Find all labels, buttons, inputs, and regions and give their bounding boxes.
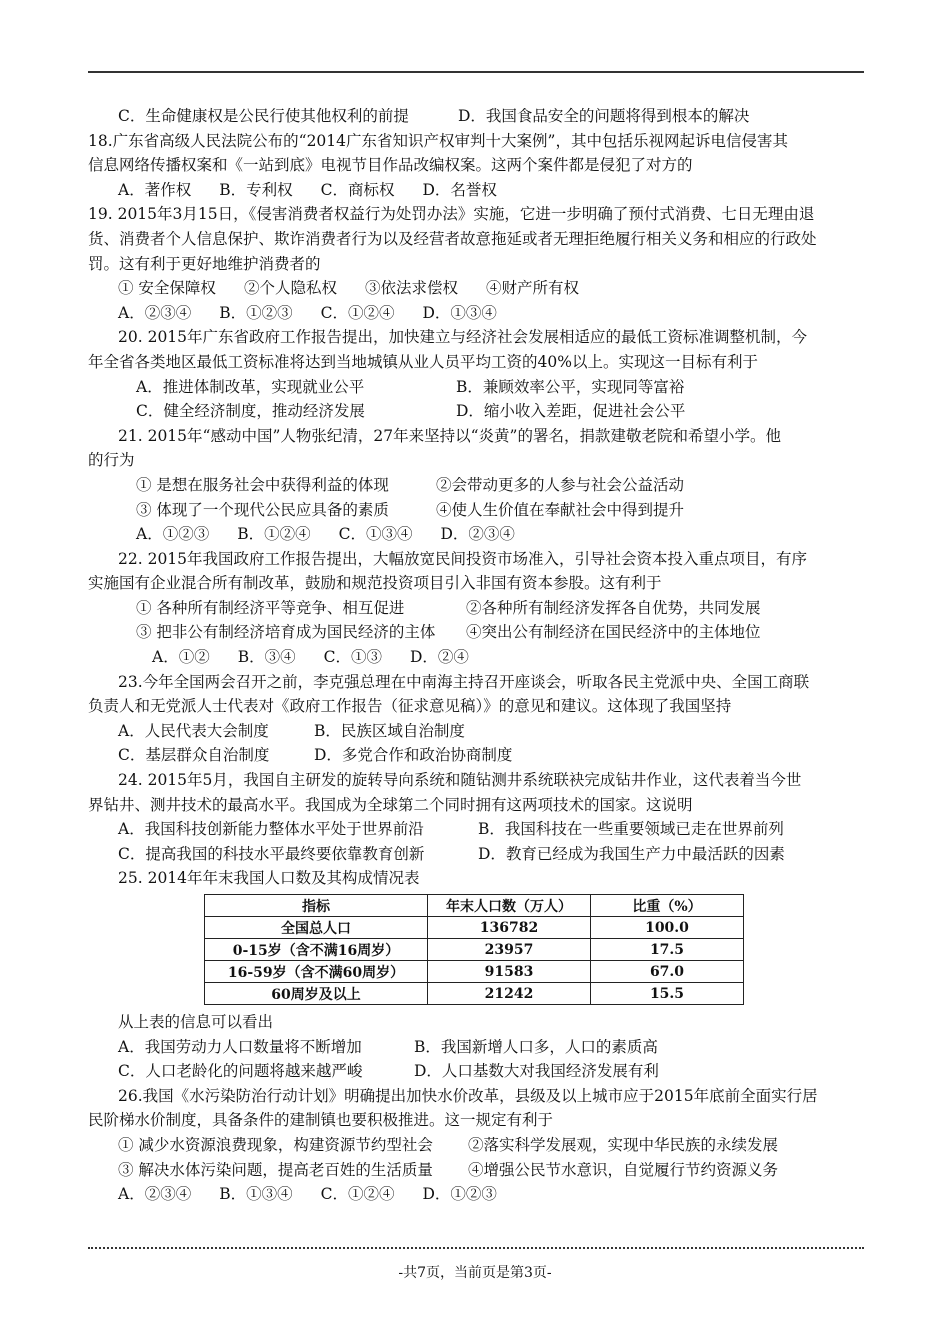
- q22-stem-2: 实施国有企业混合所有制改革，鼓励和规范投资项目引入非国有资本参股。这有利于: [88, 574, 662, 593]
- q26-stem-2: 民阶梯水价制度，具备条件的建制镇也要积极推进。这一规定有利于: [88, 1111, 554, 1130]
- q22-statements-12: ① 各种所有制经济平等竞争、相互促进 ②各种所有制经济发挥各自优势，共同发展: [136, 598, 761, 617]
- q19-stem-1: 19. 2015年3月15日，《侵害消费者权益行为处罚办法》实施，它进一步明确了预付式消费、七日无理由退: [88, 205, 815, 224]
- population-table: [204, 894, 744, 1005]
- q18-stem-1: 18.广东省高级人民法院公布的“2014广东省知识产权审判十大案例”，其中包括乐视网起诉电信侵害其: [88, 131, 788, 150]
- q23-stem-2: 负责人和无党派人士代表对《政府工作报告（征求意见稿）》的意见和建议。这体现了我国坚持: [88, 697, 732, 716]
- table-header: 比重（%）: [591, 895, 744, 917]
- q21-options: A．①②③ B．①②④ C．①③④ D．②③④: [136, 525, 515, 544]
- q21-statements-34: ③ 体现了一个现代公民应具备的素质 ④使人生价值在奉献社会中得到提升: [136, 500, 685, 519]
- q24-options-cd: C．提高我国的科技水平最终要依靠教育创新 D．教育已经成为我国生产力中最活跃的因素: [118, 844, 785, 863]
- q24-stem-2: 界钻井、测井技术的最高水平。我国成为全球第二个同时拥有这两项技术的国家。这说明: [88, 795, 693, 814]
- table-cell: 67.0: [591, 961, 744, 983]
- q17-options-cd: C．生命健康权是公民行使其他权利的前提 D．我国食品安全的问题将得到根本的解决: [118, 107, 750, 125]
- q20-options-cd: C．健全经济制度，推动经济发展 D．缩小收入差距，促进社会公平: [136, 402, 686, 421]
- q23-stem-1: 23.今年全国两会召开之前，李克强总理在中南海主持召开座谈会，听取各民主党派中央、全国工商联: [118, 672, 810, 691]
- table-row: [205, 983, 744, 1005]
- table-cell: 136782: [428, 917, 591, 939]
- table-cell: 21242: [428, 983, 591, 1005]
- table-row: [205, 961, 744, 983]
- q26-statements-12: ① 减少水资源浪费现象，构建资源节约型社会 ②落实科学发展观，实现中华民族的永续发展: [118, 1135, 779, 1154]
- table-cell: 15.5: [591, 983, 744, 1005]
- table-row: [205, 917, 744, 939]
- q26-options: A．②③④ B．①③④ C．①②④ D．①②③: [118, 1185, 497, 1204]
- table-header: 年末人口数（万人）: [428, 895, 591, 917]
- q22-statements-34: ③ 把非公有制经济培育成为国民经济的主体 ④突出公有制经济在国民经济中的主体地位: [136, 623, 761, 642]
- q19-options: A．②③④ B．①②③ C．①②④ D．①③④: [118, 303, 497, 322]
- footer-rule: [88, 1247, 864, 1249]
- q24-stem-1: 24. 2015年5月，我国自主研发的旋转导向系统和随钻测井系统联袂完成钻井作业，这代表着当今世: [118, 771, 802, 790]
- table-cell: 0-15岁（含不满16周岁）: [205, 939, 428, 961]
- q23-options-ab: A．人民代表大会制度 B．民族区域自治制度: [118, 721, 465, 740]
- table-cell: 16-59岁（含不满60周岁）: [205, 961, 428, 983]
- q19-statements: ① 安全保障权 ②个人隐私权 ③依法求偿权 ④财产所有权: [118, 279, 579, 298]
- q18-stem-2: 信息网络传播权案和《一站到底》电视节目作品改编权案。这两个案件都是侵犯了对方的: [88, 156, 693, 175]
- q23-options-cd: C．基层群众自治制度 D．多党合作和政治协商制度: [118, 746, 513, 765]
- q19-stem-2: 货、消费者个人信息保护、欺诈消费者行为以及经营者故意拖延或者无理拒绝履行相关义务和相应的行政处: [88, 229, 817, 248]
- page-footer: -共7页，当前页是第3页-: [398, 1265, 552, 1281]
- q21-stem-2: 的行为: [88, 451, 135, 470]
- q21-stem-1: 21. 2015年“感动中国”人物张纪清，27年来坚持以“炎黄”的署名，捐款建敬老院和希望小学。他: [118, 426, 781, 445]
- table-header: 指标: [205, 895, 428, 917]
- q25-options-ab: A．我国劳动力人口数量将不断增加 B．我国新增人口多，人口的素质高: [118, 1037, 658, 1056]
- q25-prompt: 从上表的信息可以看出: [118, 1013, 274, 1031]
- table-header-row: [205, 895, 744, 917]
- table-row: [205, 939, 744, 961]
- page-content: [88, 104, 864, 1207]
- q20-stem-1: 20. 2015年广东省政府工作报告提出，加快建立与经济社会发展相适应的最低工资标准调整机制，今: [118, 328, 808, 347]
- q25-options-cd: C．人口老龄化的问题将越来越严峻 D．人口基数大对我国经济发展有利: [118, 1062, 659, 1081]
- q18-options: A．著作权 B．专利权 C．商标权 D．名誉权: [118, 180, 497, 199]
- q22-stem-1: 22. 2015年我国政府工作报告提出，大幅放宽民间投资市场准入，引导社会资本投入重点项目，有序: [118, 549, 808, 568]
- q19-stem-3: 罚。这有利于更好地维护消费者的: [88, 254, 321, 273]
- header-rule: [88, 71, 864, 73]
- q25-stem: 25. 2014年年末我国人口数及其构成情况表: [118, 869, 420, 888]
- q20-stem-2: 年全省各类地区最低工资标准将达到当地城镇从业人员平均工资的40%以上。实现这一目标有利于: [88, 352, 758, 371]
- q22-options: A．①② B．③④ C．①③ D．②④: [152, 648, 469, 667]
- table-cell: 全国总人口: [205, 917, 428, 939]
- q24-options-ab: A．我国科技创新能力整体水平处于世界前沿 B．我国科技在一些重要领域已走在世界前列: [118, 820, 784, 839]
- table-cell: 23957: [428, 939, 591, 961]
- q26-stem-1: 26.我国《水污染防治行动计划》明确提出加快水价改革，县级及以上城市应于2015年底前全面实行居: [118, 1086, 818, 1105]
- q26-statements-34: ③ 解决水体污染问题，提高老百姓的生活质量 ④增强公民节水意识，自觉履行节约资源义务: [118, 1160, 779, 1179]
- table-cell: 100.0: [591, 917, 744, 939]
- table-cell: 17.5: [591, 939, 744, 961]
- q21-statements-12: ① 是想在服务社会中获得利益的体现 ②会带动更多的人参与社会公益活动: [136, 475, 685, 494]
- table-cell: 60周岁及以上: [205, 983, 428, 1005]
- q20-options-ab: A．推进体制改革，实现就业公平 B．兼顾效率公平，实现同等富裕: [136, 377, 685, 396]
- table-cell: 91583: [428, 961, 591, 983]
